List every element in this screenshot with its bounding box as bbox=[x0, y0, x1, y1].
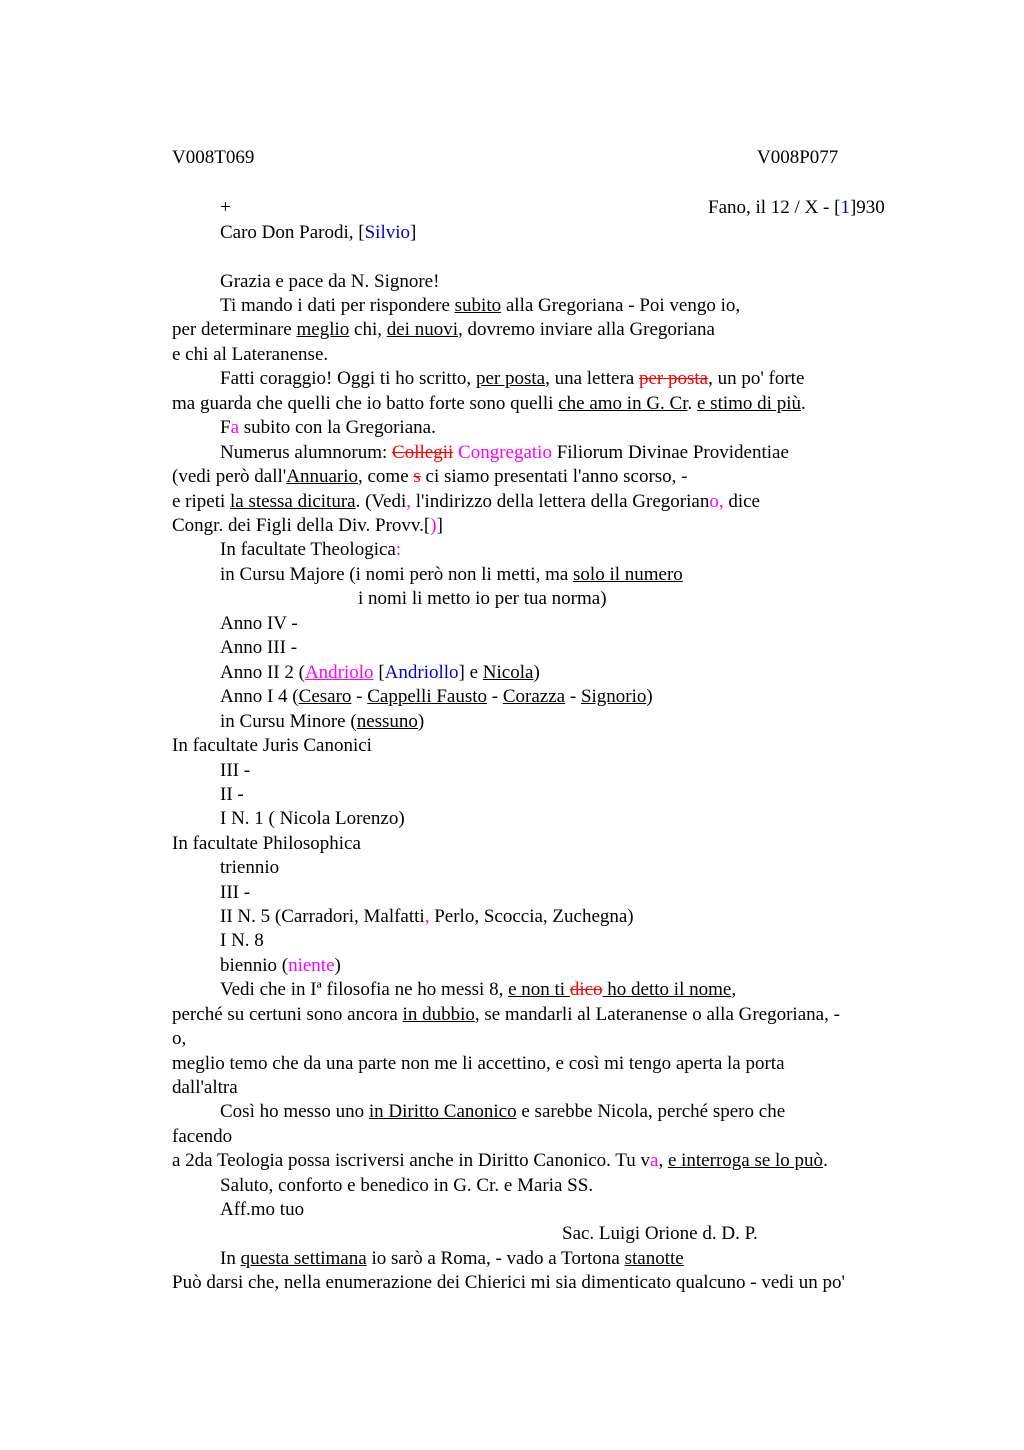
text-run: F bbox=[220, 417, 231, 438]
body-line bbox=[172, 318, 715, 342]
list-item bbox=[220, 685, 653, 709]
deleted-text: Collegii bbox=[392, 442, 454, 463]
body-line bbox=[172, 490, 760, 514]
text-run: Vedi che in Iª filosofia ne ho messi 8, bbox=[220, 979, 509, 1000]
text-run: . bbox=[800, 393, 806, 414]
list-item bbox=[220, 881, 250, 905]
text-run: . (Vedi bbox=[355, 491, 407, 512]
text-run: In bbox=[220, 1248, 241, 1269]
underlined-text: in Diritto Canonico bbox=[368, 1101, 517, 1122]
text-run: - bbox=[487, 686, 503, 707]
signature-text: Sac. Luigi Orione d. D. P. bbox=[562, 1223, 758, 1244]
text-run: e chi al Lateranense. bbox=[172, 344, 329, 365]
text-run: triennio bbox=[220, 857, 280, 878]
text-run: - bbox=[351, 686, 368, 707]
text-run: In facultate Philosophica bbox=[172, 833, 361, 854]
underlined-text: la stessa dicitura bbox=[230, 491, 356, 512]
body-line bbox=[220, 1100, 785, 1124]
text-run: in Cursu Majore (i nomi però non li metti, ma bbox=[220, 564, 574, 585]
doc-code-left bbox=[172, 146, 254, 170]
added-text: a bbox=[230, 417, 240, 438]
date-editorial: 1 bbox=[840, 197, 850, 218]
text-run: ci siamo presentati l'anno scorso, - bbox=[420, 466, 688, 487]
text-run: ) bbox=[533, 662, 540, 683]
underlined-text: subito bbox=[454, 295, 502, 316]
date-part: Fano, il 12 / X - [ bbox=[708, 197, 841, 218]
body-line bbox=[172, 1149, 828, 1173]
text-run: Perlo, Scoccia, Zuchegna) bbox=[429, 906, 634, 927]
list-item bbox=[220, 905, 634, 929]
letter-date bbox=[708, 196, 885, 220]
text-run: biennio ( bbox=[220, 955, 289, 976]
text-run: alla Gregoriana - Poi vengo io, bbox=[501, 295, 741, 316]
text-run: e ripeti bbox=[172, 491, 231, 512]
underlined-text: ho detto il nome bbox=[602, 979, 732, 1000]
text-run: io sarò a Roma, - vado a Tortona bbox=[366, 1248, 625, 1269]
deleted-text: s bbox=[413, 466, 421, 487]
body-line bbox=[220, 294, 740, 318]
body-line bbox=[220, 538, 401, 562]
text-run: ) bbox=[646, 686, 653, 707]
body-line bbox=[220, 416, 436, 440]
underlined-text: in dubbio bbox=[402, 1004, 475, 1025]
body-line bbox=[172, 343, 328, 367]
text-run: In facultate Theologica bbox=[220, 539, 396, 560]
text-run: I N. 1 ( Nicola Lorenzo) bbox=[220, 808, 405, 829]
text-run: Anno II 2 ( bbox=[220, 662, 305, 683]
body-line bbox=[358, 587, 607, 611]
text-run: l'indirizzo della lettera della Gregorian bbox=[411, 491, 710, 512]
text-run: - bbox=[565, 686, 581, 707]
body-line bbox=[172, 1076, 238, 1100]
text-run: ) bbox=[334, 955, 341, 976]
underlined-text: Nicola bbox=[482, 662, 534, 683]
underlined-text: e non ti bbox=[508, 979, 570, 1000]
list-item bbox=[220, 661, 540, 685]
closing-line bbox=[220, 1198, 304, 1222]
underlined-text: per posta bbox=[475, 368, 546, 389]
text-run: . bbox=[823, 1150, 828, 1171]
salutation-part: ] bbox=[410, 222, 417, 243]
list-item bbox=[220, 636, 297, 660]
deleted-text: per posta bbox=[638, 368, 709, 389]
list-item bbox=[220, 612, 298, 636]
underlined-text: Corazza bbox=[502, 686, 566, 707]
list-item bbox=[220, 929, 264, 953]
underlined-text: nessuno bbox=[356, 711, 418, 732]
text-run: a 2da Teologia possa iscriversi anche in Diritto Canonico. Tu v bbox=[172, 1150, 650, 1171]
text-run: dall'altra bbox=[172, 1077, 238, 1098]
body-line bbox=[172, 514, 443, 538]
text-run: , bbox=[731, 979, 737, 1000]
text-run: , se mandarli al Lateranense o alla Gregoriana, - bbox=[474, 1004, 840, 1025]
text-run: subito con la Gregoriana. bbox=[239, 417, 436, 438]
underlined-text: Cesaro bbox=[298, 686, 352, 707]
body-line bbox=[172, 1052, 785, 1076]
body-line bbox=[172, 392, 806, 416]
list-item bbox=[220, 807, 405, 831]
deleted-text: dico bbox=[569, 979, 603, 1000]
added-text: Andriolo bbox=[304, 662, 374, 683]
text-run: meglio temo che da una parte non me li accettino, e così mi tengo aperta la porta bbox=[172, 1053, 785, 1074]
text-run: e sarebbe Nicola, perché spero che bbox=[516, 1101, 786, 1122]
doc-code-right-text: V008P077 bbox=[757, 147, 839, 168]
text-run: [ bbox=[373, 662, 385, 683]
added-text: , bbox=[424, 906, 430, 927]
body-line bbox=[172, 1003, 840, 1027]
closing-line bbox=[220, 1174, 593, 1198]
text-run: , dovremo inviare alla Gregoriana bbox=[457, 319, 715, 340]
text-run: o, bbox=[172, 1028, 187, 1049]
text-run: II - bbox=[220, 784, 244, 805]
text-run: , una lettera bbox=[545, 368, 639, 389]
list-item bbox=[220, 783, 244, 807]
text-run: Anno I 4 ( bbox=[220, 686, 299, 707]
added-text: : bbox=[395, 539, 402, 560]
cross-mark-text: + bbox=[220, 197, 231, 218]
postscript-line bbox=[220, 1247, 684, 1271]
text-run: ma guarda che quelli che io batto forte sono quelli bbox=[172, 393, 559, 414]
underlined-text: Annuario bbox=[286, 466, 358, 487]
body-line bbox=[172, 1027, 186, 1051]
body-line bbox=[220, 978, 736, 1002]
text-run: ] bbox=[436, 515, 443, 536]
underlined-text: e interroga se lo può bbox=[667, 1150, 824, 1171]
greeting-text: Grazia e pace da N. Signore! bbox=[220, 271, 440, 292]
text-run: Anno III - bbox=[220, 637, 298, 658]
list-item bbox=[220, 710, 424, 734]
underlined-text: dei nuovi bbox=[386, 319, 458, 340]
list-item bbox=[220, 954, 341, 978]
text-run: Saluto, conforto e benedico in G. Cr. e Maria SS. bbox=[220, 1175, 594, 1196]
underlined-text: meglio bbox=[296, 319, 350, 340]
doc-code-right bbox=[757, 146, 838, 170]
added-text: niente bbox=[288, 955, 335, 976]
text-run: in Cursu Minore ( bbox=[220, 711, 357, 732]
text-run: chi, bbox=[349, 319, 387, 340]
added-text: , bbox=[406, 491, 412, 512]
text-run: Ti mando i dati per rispondere bbox=[220, 295, 455, 316]
underlined-text: Cappelli Fausto bbox=[367, 686, 488, 707]
postscript-line bbox=[172, 1271, 845, 1295]
text-run: , un po' forte bbox=[708, 368, 805, 389]
text-run: Filiorum Divinae Providentiae bbox=[551, 442, 789, 463]
underlined-text: che amo in G. Cr bbox=[558, 393, 688, 414]
date-part: ]930 bbox=[849, 197, 885, 218]
list-item bbox=[220, 856, 279, 880]
text-run: ) bbox=[417, 711, 425, 732]
body-line bbox=[220, 563, 683, 587]
cross-mark bbox=[220, 196, 231, 220]
text-run: III - bbox=[220, 882, 251, 903]
text-run: Numerus alumnorum: bbox=[220, 442, 393, 463]
section-heading bbox=[172, 734, 372, 758]
text-run: Congr. dei Figli della Div. Provv.[ bbox=[172, 515, 431, 536]
text-run: , bbox=[658, 1150, 668, 1171]
added-text: Congregatio bbox=[453, 442, 552, 463]
salutation-editorial: Silvio bbox=[364, 222, 410, 243]
salutation bbox=[220, 221, 416, 245]
text-run: Fatti coraggio! Oggi ti ho scritto, bbox=[220, 368, 476, 389]
text-run: dice bbox=[723, 491, 760, 512]
text-run: Può darsi che, nella enumerazione dei Chierici mi sia dimenticato qualcuno - vedi un po' bbox=[172, 1272, 845, 1293]
body-line bbox=[220, 367, 804, 391]
text-run: i nomi li metto io per tua norma) bbox=[358, 588, 607, 609]
salutation-part: Caro Don Parodi, [ bbox=[220, 222, 365, 243]
text-run: In facultate Juris Canonici bbox=[172, 735, 372, 756]
text-run: II N. 5 (Carradori, Malfatti bbox=[220, 906, 425, 927]
text-run: facendo bbox=[172, 1126, 233, 1147]
editorial-text: Andriollo bbox=[384, 662, 459, 683]
text-run: ] e bbox=[458, 662, 483, 683]
added-text: o, bbox=[709, 491, 724, 512]
underlined-text: questa settimana bbox=[240, 1248, 367, 1269]
text-run: Così ho messo uno bbox=[220, 1101, 369, 1122]
text-run: I N. 8 bbox=[220, 930, 264, 951]
underlined-text: solo il numero bbox=[573, 564, 683, 585]
underlined-text: Signorio bbox=[580, 686, 647, 707]
text-run: , come bbox=[357, 466, 414, 487]
signature bbox=[562, 1222, 758, 1246]
underlined-text: e stimo di più bbox=[697, 393, 801, 414]
body-line bbox=[172, 465, 688, 489]
text-run: Anno IV - bbox=[220, 613, 298, 634]
text-run: per determinare bbox=[172, 319, 297, 340]
text-run: Aff.mo tuo bbox=[220, 1199, 305, 1220]
doc-code-left-text: V008T069 bbox=[172, 147, 255, 168]
list-item bbox=[220, 759, 250, 783]
section-heading bbox=[172, 832, 361, 856]
added-text: a bbox=[650, 1150, 659, 1171]
body-line bbox=[220, 441, 789, 465]
text-run: perché su certuni sono ancora bbox=[172, 1004, 403, 1025]
added-text: ) bbox=[430, 515, 437, 536]
text-run: . bbox=[687, 393, 697, 414]
text-run: (vedi però dall' bbox=[172, 466, 287, 487]
underlined-text: stanotte bbox=[624, 1248, 684, 1269]
body-line bbox=[172, 1125, 232, 1149]
text-run: III - bbox=[220, 760, 251, 781]
greeting-line bbox=[220, 270, 439, 294]
